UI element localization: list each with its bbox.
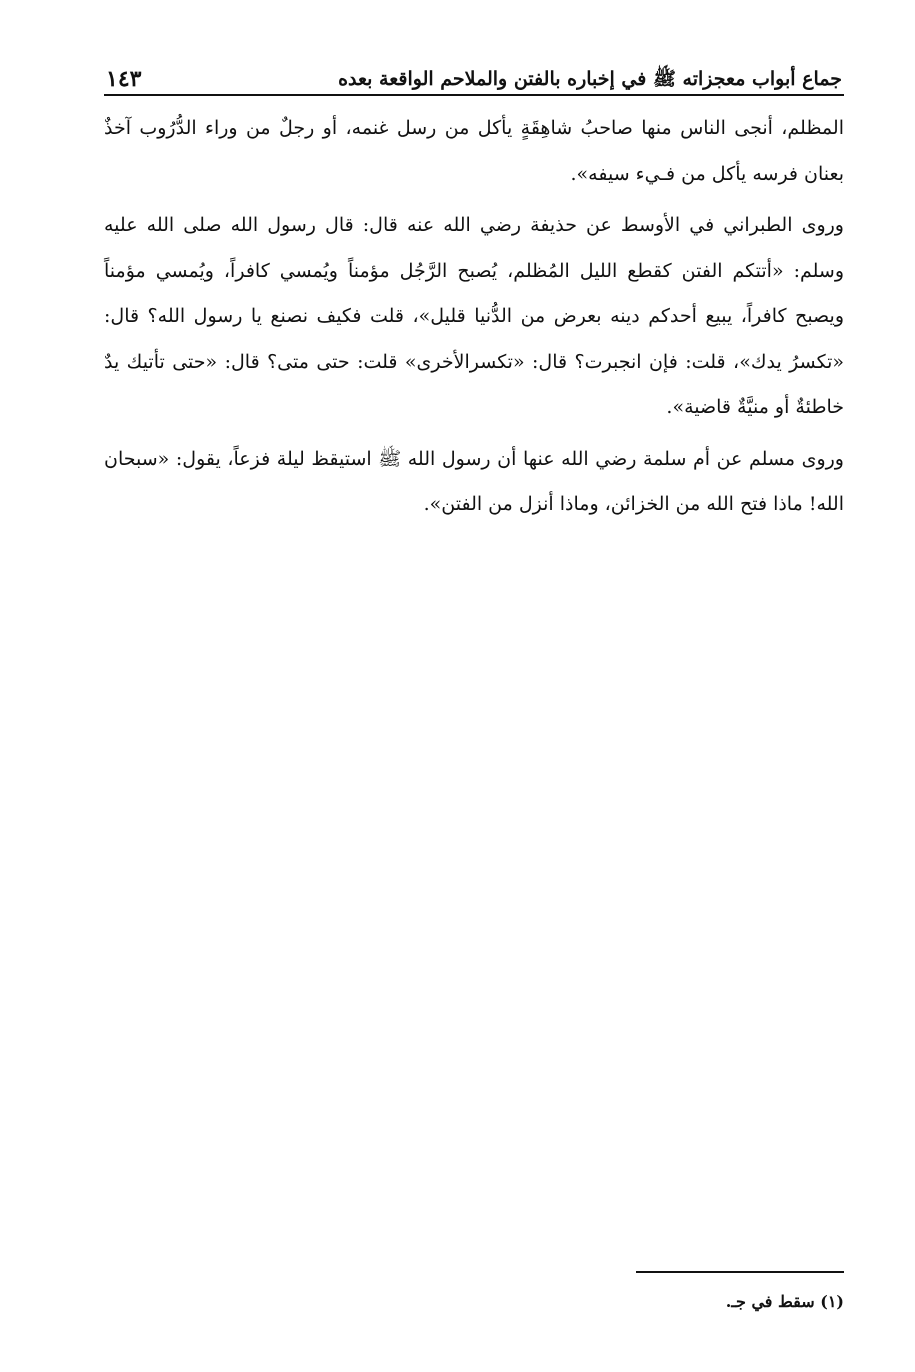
paragraph-continuation: المظلم، أنجى الناس منها صاحبُ شاهِقَةٍ يأكل من رسل غنمه، أو رجلٌ من وراء الدُّرُوب آخذٌ بعنان فرسه يأكل من فـيء سيفه».	[104, 117, 844, 185]
page-number: ١٤٣	[106, 66, 142, 92]
footnote: (١) سقط في جـ.	[725, 1292, 844, 1311]
paragraph-muslim-hadith: وروى مسلم عن أم سلمة رضي الله عنها أن رسول الله ﷺ استيقظ ليلة فزعاً، يقول: «سبحان الله! ماذا فتح الله من الخزائن، وماذا أنزل من الفتن».	[104, 447, 844, 515]
footnote-rule	[636, 1271, 844, 1273]
header-rule	[104, 94, 844, 96]
header-title: جماع أبواب معجزاته ﷺ في إخباره بالفتن والملاحم الواقعة بعده	[338, 68, 842, 90]
paragraph-tabarani-hadith: وروى الطبراني في الأوسط عن حذيفة رضي الله عنه قال: قال رسول الله صلى الله عليه وسلم: «أتتكم الفتن كقطع الليل المُظلم، يُصبح الرَّجُل مؤمناً ويُمسي كافراً، ويُمسي مؤمناً ويصبح كافراً، يبيع أحدكم دينه بعرض من الدُّنيا قليل»، قلت فكيف نصنع يا رسول الله؟ قال: «تكسرُ يدك»، قلت: فإن انجبرت؟ قال: «تكسرالأخرى» قلت: حتى متى؟ قال: «حتى تأتيك يدٌ خاطئةٌ أو منيَّةٌ قاضية».	[104, 214, 844, 418]
body-text	[104, 106, 844, 534]
running-header	[106, 56, 842, 92]
